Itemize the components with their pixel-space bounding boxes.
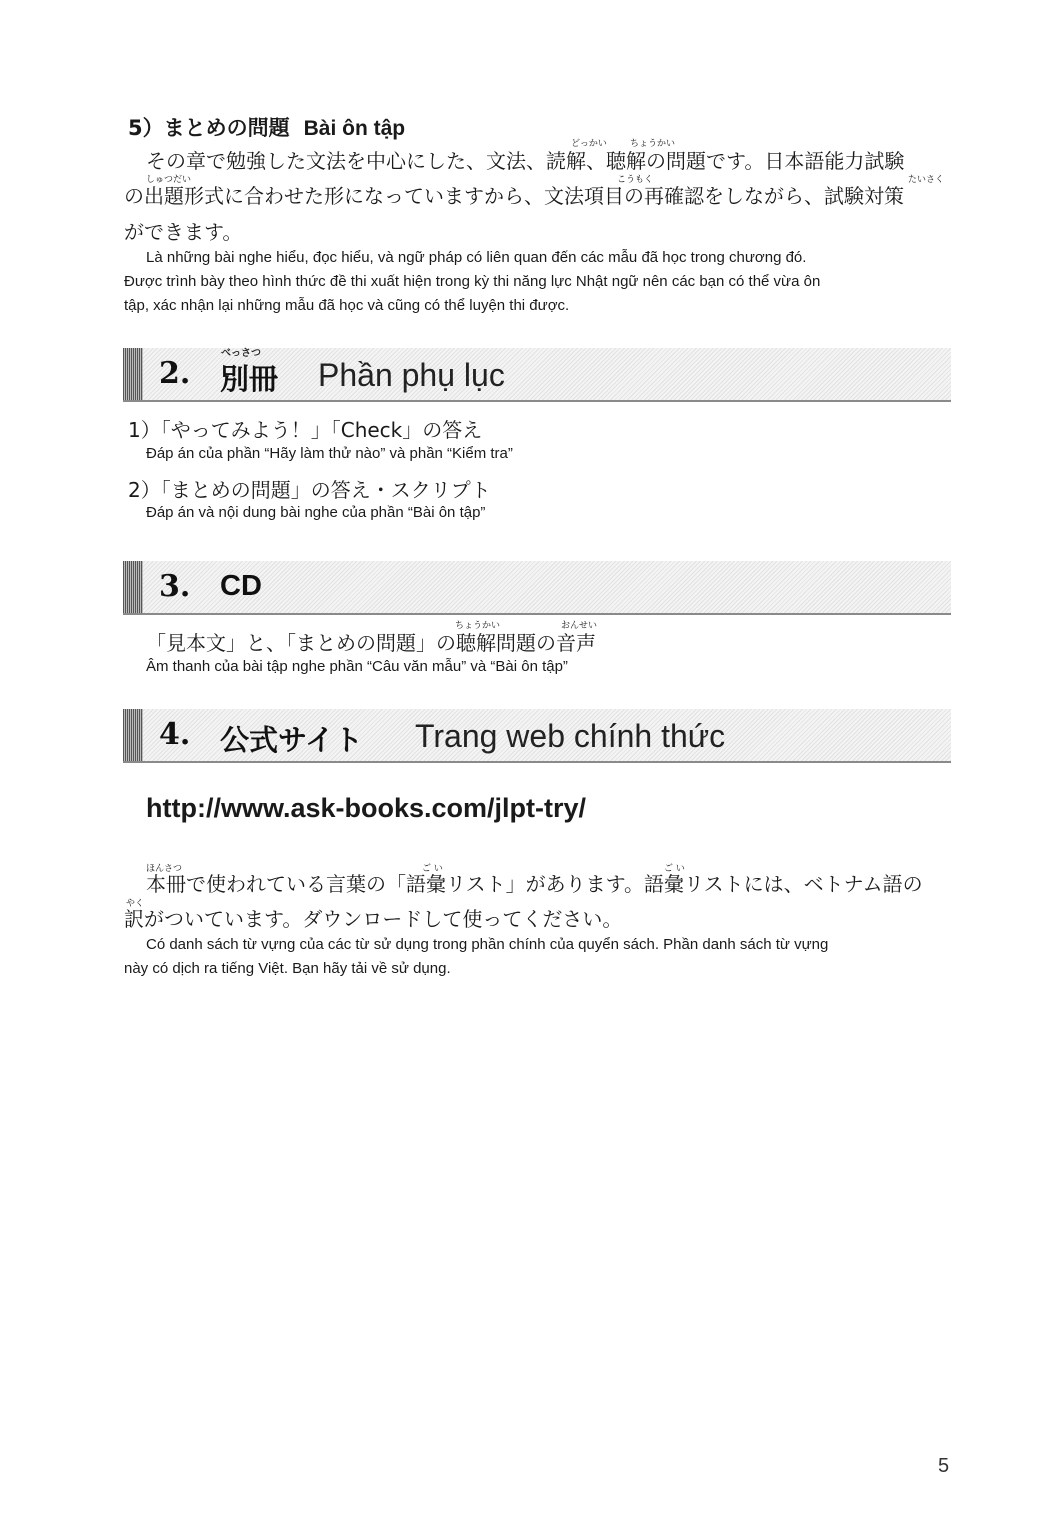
website-text-jp: 本冊で使われている言葉の「語彙リスト」があります。語彙リストには、ベトナム語の [146,872,923,896]
section-heading-jp: 5）まとめの問題 [128,116,290,140]
cd-text-vi: Âm thanh của bài tập nghe phần “Câu văn mẫu” và “Bài ôn tập” [146,658,568,675]
banner-number: 2. [159,356,191,391]
body-text-jp: の出題形式に合わせた形になっていますから、文法項目の再確認をしながら、試験対策 [124,184,904,208]
furigana: ご い [664,864,685,874]
banner-bar [123,709,143,761]
banner-title-vi: Trang web chính thức [415,718,726,754]
banner-furigana: べっさつ [221,348,261,359]
appendix-item-vi: Đáp án và nội dung bài nghe của phần “Bài ôn tập” [146,504,486,521]
appendix-item-jp: 2）「まとめの問題」の答え・スクリプト [128,478,491,502]
banner-title-vi: Phần phụ lục [318,357,505,393]
cd-text-jp: 「見本文」と、「まとめの問題」の聴解問題の音声 [146,631,596,655]
furigana: どっかい [571,139,607,149]
furigana: やく [126,899,145,909]
furigana: しゅつだい [146,175,192,185]
section-banner-appendix [123,348,951,402]
body-text-vi: Là những bài nghe hiểu, đọc hiểu, và ngữ pháp có liên quan đến các mẫu đã học trong chương đó. [146,249,807,266]
website-link[interactable]: http://www.ask-books.com/jlpt-try/ [146,793,587,823]
furigana: たいさく [908,175,945,185]
banner-number: 3. [159,569,191,604]
body-text-jp: ができます。 [124,220,243,244]
furigana: ちょうかい [455,621,501,631]
section-heading-vi: Bài ôn tập [303,117,406,140]
section-banner-website [123,709,951,763]
furigana: こうもく [617,175,654,185]
website-text-vi: Có danh sách từ vựng của các từ sử dụng trong phần chính của quyển sách. Phần danh sách từ vựng [146,936,829,953]
banner-title: CD [220,570,262,602]
website-text-jp: 訳がついています。ダウンロードして使ってください。 [124,907,623,931]
appendix-item-vi: Đáp án của phần “Hãy làm thử nào” và phần “Kiểm tra” [146,445,513,462]
furigana: ご い [422,864,443,874]
furigana: ほんさつ [146,864,183,874]
section-banner-cd [123,561,951,615]
page-number: 5 [938,1455,950,1477]
website-text-vi: này có dịch ra tiếng Việt. Bạn hãy tải về sử dụng. [124,960,451,977]
body-text-vi: tập, xác nhận lại những mẫu đã học và cũng có thể luyện thi được. [124,297,570,314]
furigana: ちょうかい [630,139,676,149]
banner-number: 4. [159,717,191,752]
section-heading [128,112,405,142]
furigana: おんせい [561,621,598,631]
banner-bar [123,348,143,400]
body-text-jp: その章で勉強した文法を中心にした、文法、読解、聴解の問題です。日本語能力試験 [146,149,905,173]
banner-title-jp: 公式サイト [220,723,363,757]
body-text-vi: Được trình bày theo hình thức đề thi xuất hiện trong kỳ thi năng lực Nhật ngữ nên các bạn có thể vừa ôn [124,273,821,290]
appendix-item-jp: 1）「やってみよう！」「Check」の答え [128,418,483,442]
banner-bar [123,561,143,613]
banner-title-jp: 別冊 [220,362,279,396]
